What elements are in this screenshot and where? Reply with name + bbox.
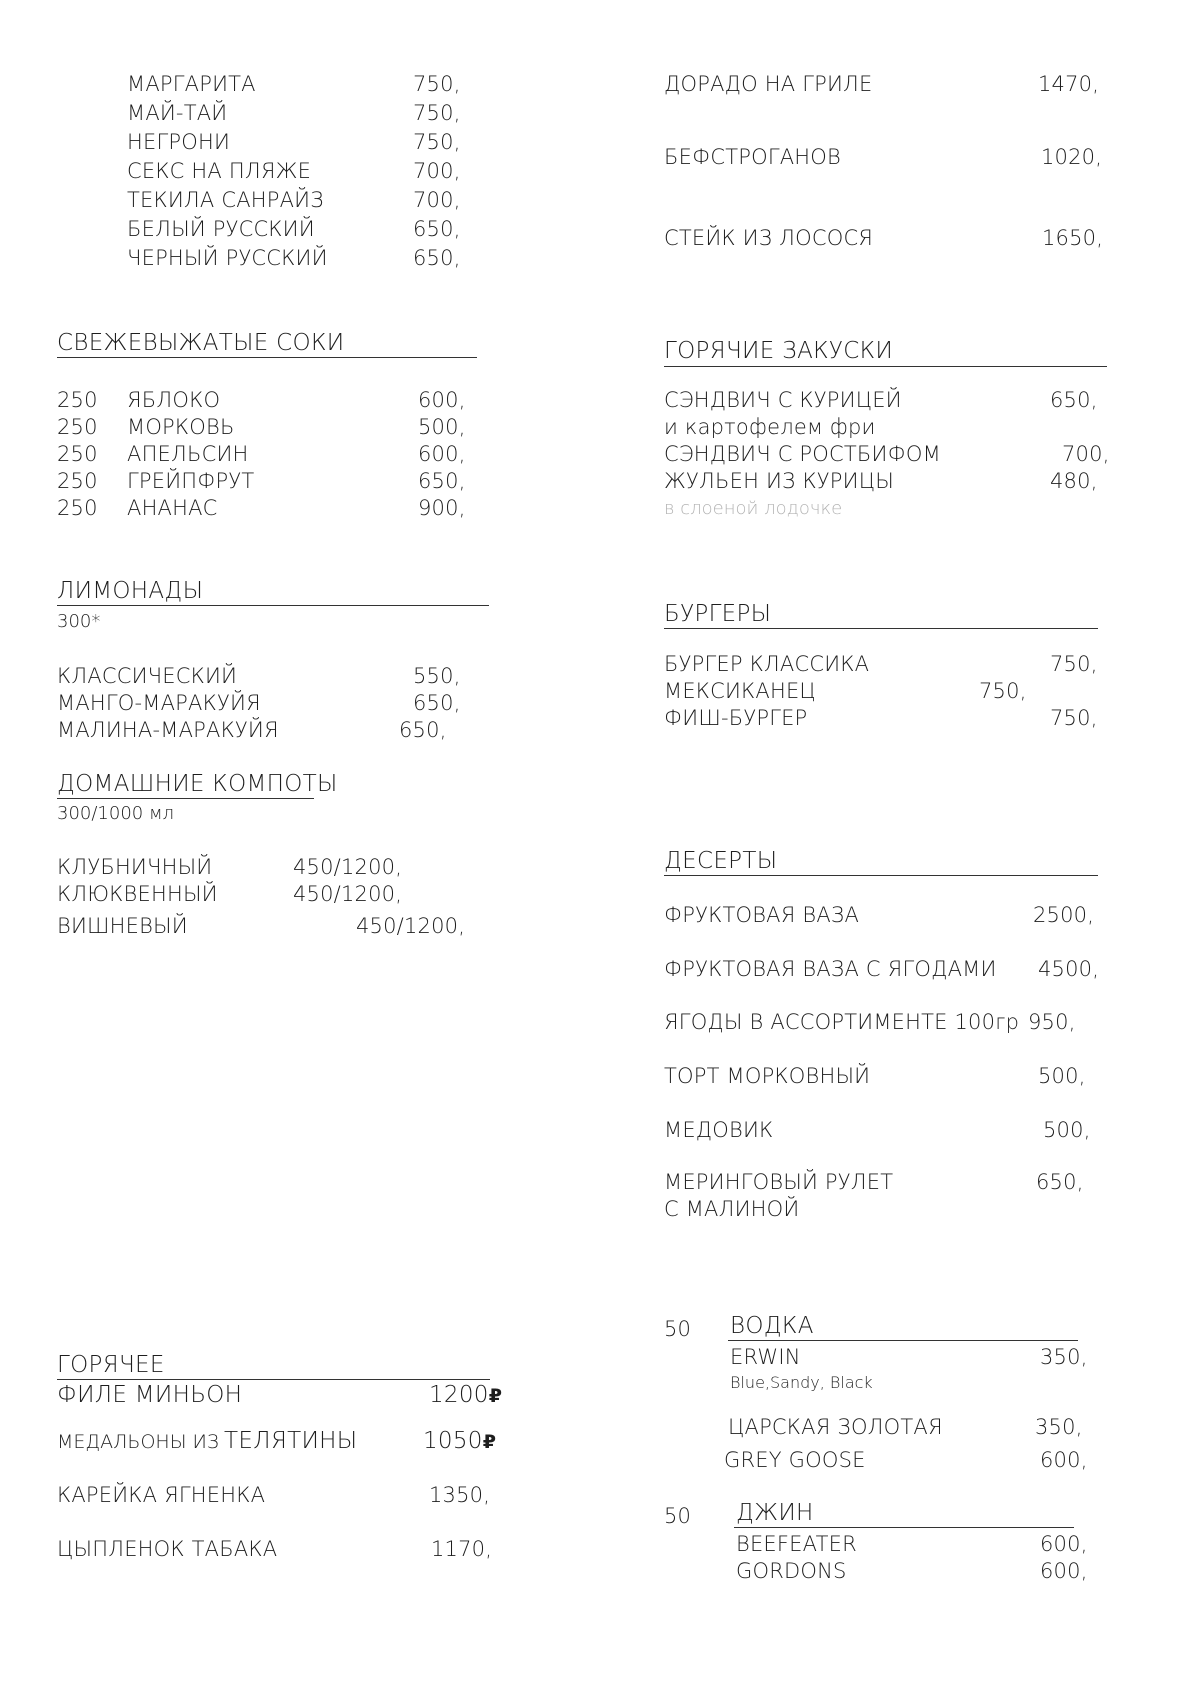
menu-item-name: ВИШНЕВЫЙ <box>57 914 188 938</box>
menu-item-name: КЛЮКВЕННЫЙ <box>57 882 218 906</box>
menu-item-price: 4500, <box>1038 957 1100 981</box>
section-title-compotes: ДОМАШНИЕ КОМПОТЫ <box>57 771 338 797</box>
menu-item-name: МЕКСИКАНЕЦ <box>664 679 816 703</box>
ruble-sign: ₽ <box>488 1385 503 1407</box>
section-note: 300* <box>57 611 101 632</box>
section-divider <box>57 1379 490 1380</box>
menu-item-price: 2500, <box>1033 903 1095 927</box>
menu-item-price: 600, <box>418 388 466 412</box>
menu-item-price: 700, <box>413 159 461 183</box>
menu-item-price: 1470, <box>1038 72 1100 96</box>
section-divider <box>57 798 314 799</box>
menu-item-price: 600, <box>1040 1559 1088 1583</box>
menu-item-price: 900, <box>418 496 466 520</box>
menu-item-name: АПЕЛЬСИН <box>127 442 249 466</box>
section-note: 300/1000 мл <box>57 803 175 824</box>
menu-item-name: БЕФСТРОГАНОВ <box>664 145 841 169</box>
menu-item-price: 500, <box>1043 1118 1091 1142</box>
section-title-juices: СВЕЖЕВЫЖАТЫЕ СОКИ <box>57 330 345 356</box>
menu-item-volume: 50 <box>664 1317 692 1341</box>
menu-item-name: ГРЕЙПФРУТ <box>127 469 255 493</box>
menu-item-name: МЕДОВИК <box>664 1118 774 1142</box>
menu-item-price: 750, <box>1050 652 1098 676</box>
menu-item-name: СТЕЙК ИЗ ЛОСОСЯ <box>664 226 874 250</box>
section-divider <box>728 1340 1078 1341</box>
menu-item-name: ФРУКТОВАЯ ВАЗА С ЯГОДАМИ <box>664 957 997 981</box>
menu-item-price: 650, <box>1050 388 1098 412</box>
section-divider <box>57 357 477 358</box>
menu-item-name: ЯГОДЫ В АССОРТИМЕНТЕ 100гр <box>664 1010 1020 1034</box>
menu-item-name: GORDONS <box>736 1559 847 1583</box>
menu-item-price: 450/1200, <box>293 855 403 879</box>
section-title-desserts: ДЕСЕРТЫ <box>664 848 778 874</box>
menu-item-name: МАЙ-ТАЙ <box>127 101 228 125</box>
menu-item-price: 500, <box>418 415 466 439</box>
menu-item-price: 650, <box>1036 1170 1084 1194</box>
menu-item-price: 1170, <box>431 1537 493 1561</box>
menu-item-name: ТЕКИЛА САНРАЙЗ <box>127 188 324 212</box>
menu-item-price: 950, <box>1028 1010 1076 1034</box>
menu-item-name: КЛУБНИЧНЫЙ <box>57 855 213 879</box>
menu-item-name: МЕДАЛЬОНЫ ИЗ ТЕЛЯТИНЫ <box>57 1428 358 1454</box>
menu-item-volume: 250 <box>57 442 98 466</box>
section-title-vodka: ВОДКА <box>730 1313 814 1339</box>
menu-item-price: 480, <box>1050 469 1098 493</box>
menu-item-price: 750, <box>1050 706 1098 730</box>
menu-item-price: 500, <box>1038 1064 1086 1088</box>
ruble-sign: ₽ <box>482 1431 497 1453</box>
menu-item-name: ЦАРСКАЯ ЗОЛОТАЯ <box>728 1415 943 1439</box>
section-divider <box>734 1527 1074 1528</box>
menu-item-name: МЕРИНГОВЫЙ РУЛЕТ <box>664 1170 894 1194</box>
section-title-hot-snacks: ГОРЯЧИЕ ЗАКУСКИ <box>664 338 894 364</box>
menu-item-name: BEEFEATER <box>736 1532 857 1556</box>
menu-item-price: 650, <box>399 718 447 742</box>
menu-item-name: СЕКС НА ПЛЯЖЕ <box>127 159 312 183</box>
menu-item-price: 550, <box>413 664 461 688</box>
menu-item-price: 650, <box>413 246 461 270</box>
menu-item-name: ЦЫПЛЕНОК ТАБАКА <box>57 1537 278 1561</box>
menu-item-price: 600, <box>1040 1532 1088 1556</box>
menu-item-price: 750, <box>413 72 461 96</box>
menu-item-price: 650, <box>413 691 461 715</box>
menu-item-price: 1650, <box>1042 226 1104 250</box>
menu-item-price: 1350, <box>429 1483 491 1507</box>
menu-item-name: МАЛИНА-МАРАКУЙЯ <box>57 718 279 742</box>
menu-item-price: 750, <box>979 679 1027 703</box>
menu-item-name: ЯБЛОКО <box>127 388 221 412</box>
menu-item-price: 750, <box>413 101 461 125</box>
menu-item-volume: 250 <box>57 496 98 520</box>
section-divider <box>664 875 1098 876</box>
menu-item-price: 1020, <box>1041 145 1103 169</box>
menu-item-name: ТОРТ МОРКОВНЫЙ <box>664 1064 871 1088</box>
menu-item-desc: и картофелем фри <box>664 415 876 439</box>
menu-item-name: ФИЛЕ МИНЬОН <box>57 1382 243 1408</box>
menu-item-price: 600, <box>418 442 466 466</box>
menu-item-name: СЭНДВИЧ С РОСТБИФОМ <box>664 442 941 466</box>
menu-item-price: 1200₽ <box>429 1382 503 1408</box>
section-divider <box>664 628 1098 629</box>
section-divider <box>57 605 489 606</box>
section-title-gin: ДЖИН <box>736 1500 814 1526</box>
menu-item-volume: 250 <box>57 415 98 439</box>
menu-item-price: 450/1200, <box>356 914 466 938</box>
menu-item-name: МАНГО-МАРАКУЙЯ <box>57 691 261 715</box>
menu-item-name: КЛАССИЧЕСКИЙ <box>57 664 238 688</box>
menu-item-desc: Blue,Sandy, Black <box>730 1373 873 1392</box>
menu-item-volume: 250 <box>57 469 98 493</box>
menu-item-price: 750, <box>413 130 461 154</box>
menu-item-volume: 250 <box>57 388 98 412</box>
section-title-hot: ГОРЯЧЕЕ <box>57 1352 165 1378</box>
menu-item-name: АНАНАС <box>127 496 218 520</box>
menu-item-price: 350, <box>1040 1345 1088 1369</box>
menu-item-desc: в слоеной лодочке <box>664 498 843 519</box>
menu-item-price: 1050₽ <box>423 1428 497 1454</box>
menu-item-name: С МАЛИНОЙ <box>664 1197 800 1221</box>
menu-item-price: 450/1200, <box>293 882 403 906</box>
menu-item-name: ФРУКТОВАЯ ВАЗА <box>664 903 860 927</box>
menu-item-name: ФИШ-БУРГЕР <box>664 706 808 730</box>
menu-item-name: БУРГЕР КЛАССИКА <box>664 652 870 676</box>
menu-item-name: ЧЕРНЫЙ РУССКИЙ <box>127 246 328 270</box>
menu-item-name: ДОРАДО НА ГРИЛЕ <box>664 72 873 96</box>
section-title-lemonades: ЛИМОНАДЫ <box>57 578 204 604</box>
menu-item-name: GREY GOOSE <box>724 1448 866 1472</box>
menu-item-name: МАРГАРИТА <box>127 72 256 96</box>
section-title-burgers: БУРГЕРЫ <box>664 601 772 627</box>
menu-item-name: НЕГРОНИ <box>127 130 230 154</box>
menu-item-name: КАРЕЙКА ЯГНЕНКА <box>57 1483 266 1507</box>
menu-item-price: 700, <box>413 188 461 212</box>
menu-item-volume: 50 <box>664 1504 692 1528</box>
section-divider <box>664 366 1107 367</box>
menu-item-price: 650, <box>413 217 461 241</box>
menu-item-name: МОРКОВЬ <box>127 415 235 439</box>
menu-item-name: ERWIN <box>730 1345 801 1369</box>
menu-item-price: 700, <box>1062 442 1110 466</box>
menu-item-name: БЕЛЫЙ РУССКИЙ <box>127 217 315 241</box>
menu-item-price: 600, <box>1040 1448 1088 1472</box>
menu-item-name: ЖУЛЬЕН ИЗ КУРИЦЫ <box>664 469 894 493</box>
menu-item-price: 650, <box>418 469 466 493</box>
menu-item-name: СЭНДВИЧ С КУРИЦЕЙ <box>664 388 902 412</box>
menu-item-price: 350, <box>1035 1415 1083 1439</box>
